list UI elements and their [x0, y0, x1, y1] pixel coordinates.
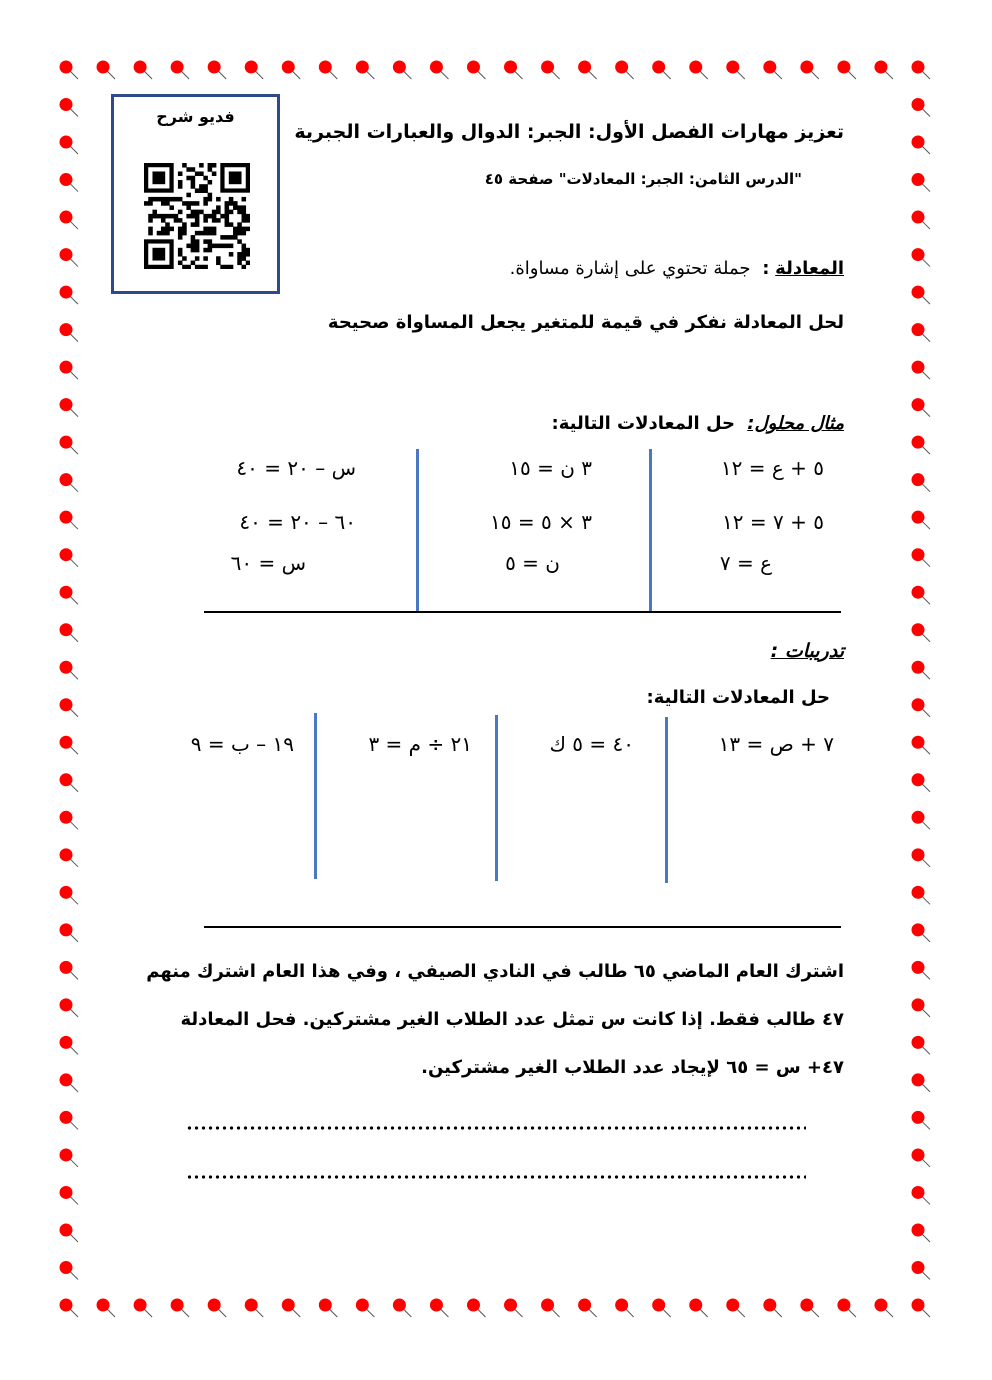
border-dot: [912, 323, 931, 342]
section-divider: [204, 926, 841, 928]
border-dot: [912, 361, 931, 380]
border-dot: [60, 1148, 79, 1167]
border-dot: [912, 1186, 931, 1205]
border-dot: [319, 1299, 338, 1318]
border-dot: [912, 1148, 931, 1167]
border-dot: [356, 1299, 375, 1318]
border-dot: [245, 61, 263, 80]
border-dot: [912, 286, 931, 305]
border-dot: [60, 961, 79, 980]
border-dot: [912, 1223, 931, 1242]
border-dot: [60, 736, 79, 755]
border-dot: [60, 773, 79, 792]
border-dot: [60, 661, 79, 680]
border-dot: [912, 1036, 931, 1055]
border-dot: [60, 98, 79, 117]
border-dot: [60, 698, 79, 717]
border-dot: [60, 61, 79, 80]
border-dot: [134, 61, 153, 80]
border-dot: [245, 1299, 263, 1318]
example-2-line-2: ٣ × ٥ = ١٥: [490, 510, 592, 534]
border-dot: [504, 1299, 523, 1318]
border-dot: [504, 61, 523, 80]
border-dot: [60, 586, 79, 605]
border-dot: [60, 473, 79, 492]
border-dot: [912, 61, 931, 80]
border-dot: [912, 398, 931, 417]
word-problem-line-1: اشترك العام الماضي ٦٥ طالب في النادي الصيفي ، وفي هذا العام اشترك منهم: [146, 961, 844, 982]
section-divider: [204, 611, 841, 613]
border-dot: [60, 1111, 79, 1130]
border-dot: [837, 61, 856, 80]
border-dot: [467, 61, 486, 80]
solving-rule: لحل المعادلة نفكر في قيمة للمتغير يجعل المساواة صحيحة: [327, 312, 844, 333]
solved-example-instruction: حل المعادلات التالية:: [551, 413, 736, 434]
border-dot: [912, 623, 931, 642]
video-qr-box[interactable]: [111, 94, 280, 294]
border-dot: [60, 511, 79, 530]
word-problem-line-2: ٤٧ طالب فقط. إذا كانت س تمثل عدد الطلاب الغير مشتركين. فحل المعادلة: [180, 1009, 844, 1030]
border-dot: [874, 1299, 893, 1318]
border-dot: [689, 1299, 708, 1318]
border-dot: [208, 1299, 227, 1318]
border-dot: [912, 248, 931, 266]
example-1-line-1: ٥ + ع = ١٢: [720, 456, 824, 480]
example-1-line-2: ٥ + ٧ = ١٢: [722, 510, 824, 534]
practice-instruction: حل المعادلات التالية:: [646, 687, 830, 708]
border-dot: [800, 1299, 819, 1318]
border-dot: [60, 248, 79, 266]
column-divider: [495, 715, 498, 881]
definition-text: جملة تحتوي على إشارة مساواة.: [509, 258, 751, 279]
border-dot: [60, 848, 79, 867]
border-dot: [912, 1299, 931, 1318]
border-dot: [208, 61, 227, 80]
border-dot: [912, 473, 931, 492]
example-2-line-1: ٣ ن = ١٥: [509, 456, 592, 480]
lesson-subtitle: "الدرس الثامن: الجبر: المعادلات" صفحة ٤٥: [484, 170, 802, 188]
border-dot: [60, 1299, 79, 1318]
border-dot: [912, 173, 931, 192]
border-dot: [60, 1261, 79, 1280]
border-dot: [578, 61, 597, 80]
example-2-line-3: ن = ٥: [505, 551, 560, 575]
example-3-line-3: س = ٦٠: [230, 551, 306, 575]
border-dot: [430, 1299, 449, 1318]
border-dot: [912, 661, 931, 680]
border-dot: [60, 1223, 79, 1242]
border-dot: [912, 886, 931, 905]
column-divider: [416, 449, 419, 611]
border-dot: [60, 998, 79, 1017]
practice-equation-3: ٢١ ÷ م = ٣: [368, 732, 472, 756]
border-dot: [912, 1073, 931, 1092]
border-dot: [912, 436, 931, 455]
border-dot: [467, 1299, 486, 1318]
border-dot: [578, 1299, 597, 1318]
border-dot: [97, 1299, 116, 1318]
practice-equation-2: ٤٠ = ٥ ك: [549, 732, 634, 756]
border-dot: [912, 1111, 931, 1130]
word-problem-line-3: ٤٧+ س = ٦٥ لإيجاد عدد الطلاب الغير مشتركين.: [421, 1057, 844, 1078]
border-dot: [60, 1186, 79, 1205]
border-dot: [912, 211, 931, 230]
border-dot: [763, 61, 782, 80]
example-3-line-2: ٦٠ – ٢٠ = ٤٠: [239, 510, 356, 534]
border-dot: [874, 61, 893, 80]
answer-line[interactable]: [186, 1126, 806, 1130]
border-dot: [60, 173, 79, 192]
border-dot: [60, 1036, 79, 1055]
border-dot: [912, 548, 931, 567]
border-dot: [60, 623, 79, 642]
border-dot: [726, 1299, 745, 1318]
border-dot: [912, 98, 931, 117]
practice-label: تدريبات :: [770, 640, 844, 662]
border-dot: [912, 736, 931, 755]
video-label: فديو شرح: [156, 107, 235, 126]
border-dot: [60, 398, 79, 417]
solved-example-label: مثال محلول:: [747, 413, 844, 434]
border-dot: [912, 961, 931, 980]
border-dot: [912, 773, 931, 792]
border-dot: [763, 1299, 782, 1318]
practice-equation-4: ١٩ – ب = ٩: [190, 732, 294, 756]
border-dot: [60, 436, 79, 455]
definition-line: [510, 258, 844, 279]
solved-example-heading: [552, 413, 844, 434]
border-dot: [282, 1299, 301, 1318]
border-dot: [912, 998, 931, 1017]
border-dot: [615, 1299, 634, 1318]
border-dot: [726, 61, 745, 80]
border-dot: [912, 586, 931, 605]
example-1-line-3: ع = ٧: [719, 551, 772, 575]
border-dot: [652, 61, 671, 80]
definition-term: المعادلة: [775, 258, 844, 279]
border-dot: [541, 1299, 560, 1318]
border-dot: [837, 1299, 856, 1318]
page-title: تعزيز مهارات الفصل الأول: الجبر: الدوال والعبارات الجبرية: [294, 121, 844, 143]
border-dot: [912, 511, 931, 530]
answer-line[interactable]: [186, 1175, 806, 1179]
border-dot: [541, 61, 560, 80]
border-dot: [97, 61, 116, 80]
border-dot: [800, 61, 819, 80]
border-dot: [171, 1299, 190, 1318]
border-dot: [689, 61, 708, 80]
border-dot: [393, 61, 412, 80]
border-dot: [393, 1299, 412, 1318]
border-dot: [134, 1299, 153, 1318]
border-dot: [912, 698, 931, 717]
border-dot: [912, 136, 931, 155]
border-dot: [60, 323, 79, 342]
practice-equation-1: ٧ + ص = ١٣: [718, 732, 834, 756]
border-dot: [60, 923, 79, 942]
border-dot: [282, 61, 301, 80]
border-dot: [356, 61, 375, 80]
border-dot: [60, 811, 79, 830]
border-dot: [912, 1261, 931, 1280]
column-divider: [649, 449, 652, 611]
border-dot: [912, 811, 931, 830]
border-dot: [60, 211, 79, 230]
column-divider: [665, 717, 668, 883]
column-divider: [314, 713, 317, 879]
border-dot: [912, 848, 931, 867]
border-dot: [430, 61, 449, 80]
border-dot: [60, 361, 79, 380]
border-dot: [912, 923, 931, 942]
border-dot: [60, 1073, 79, 1092]
border-dot: [615, 61, 634, 80]
border-dot: [60, 136, 79, 155]
border-dot: [652, 1299, 671, 1318]
border-dot: [171, 61, 190, 80]
definition-colon: :: [762, 258, 770, 279]
border-dot: [60, 286, 79, 305]
border-dot: [60, 548, 79, 567]
example-3-line-1: س – ٢٠ = ٤٠: [236, 456, 356, 480]
border-dot: [60, 886, 79, 905]
border-dot: [319, 61, 338, 80]
qr-code-icon[interactable]: [144, 163, 250, 269]
